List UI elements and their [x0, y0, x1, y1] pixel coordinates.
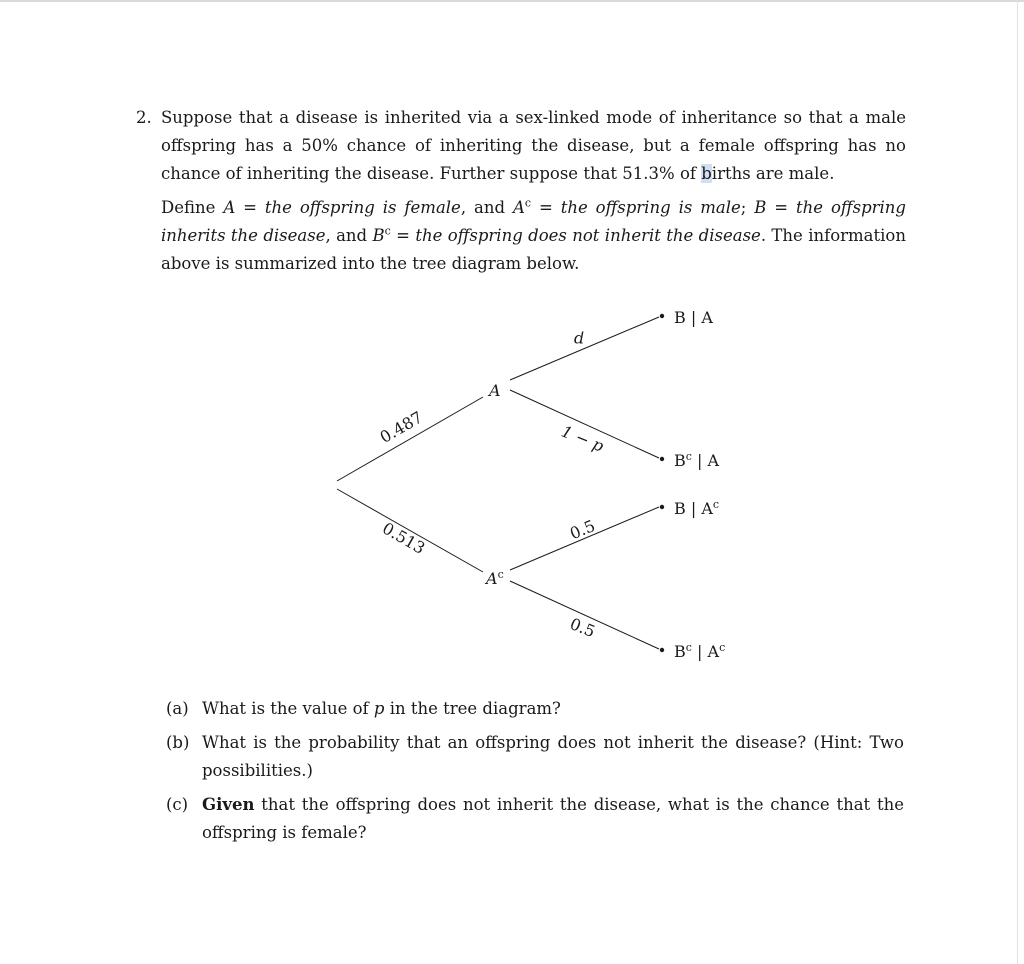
equals: = — [390, 226, 416, 245]
leaf-dot — [660, 648, 664, 652]
question-label: (b) — [166, 733, 190, 752]
leaf-dot — [660, 457, 664, 461]
conjunction: , and — [460, 198, 513, 217]
leaf-dot — [660, 505, 664, 509]
text-selection-highlight: b — [701, 164, 712, 183]
node-A: A — [489, 381, 501, 400]
event-Bc-definition: the offspring does not inherit the disease — [415, 226, 761, 245]
prob-label-A: 0.487 — [376, 407, 426, 447]
node-Ac: $A^c$ — [486, 568, 504, 588]
question-b — [166, 729, 904, 785]
prob-label-1-minus-p: 1 − p — [558, 421, 607, 456]
leaf-dot — [660, 314, 664, 318]
semicolon: ; — [740, 198, 755, 217]
question-text: What is the value of p in the tree diagram? — [202, 699, 561, 718]
complement-superscript: c — [384, 224, 391, 238]
prob-label-B-given-Ac: 0.5 — [567, 516, 598, 544]
question-a — [166, 695, 904, 723]
question-text: Given that the offspring does not inherit the disease, what is the chance that the offspring is female? — [202, 795, 904, 842]
prob-label-Bc-given-Ac: 0.5 — [567, 614, 598, 642]
prob-label-p: p — [573, 331, 585, 350]
event-Ac: A — [512, 198, 525, 217]
define-word: Define — [161, 198, 224, 217]
equals: = — [766, 198, 797, 217]
branch-to-A — [337, 397, 483, 481]
leaf-B-given-Ac: B | $A^c$ — [674, 498, 720, 518]
event-Ac-definition: the offspring is male — [560, 198, 741, 217]
event-A: A — [223, 198, 236, 217]
complement-superscript: c — [524, 196, 532, 210]
question-c — [166, 791, 904, 847]
question-label: (a) — [166, 699, 189, 718]
equals: = — [235, 198, 265, 217]
leaf-Bc-given-Ac: $B^c$ | $A^c$ — [674, 641, 726, 661]
event-B-definition: the offspring inherits the disease — [161, 198, 906, 245]
equals: = — [531, 198, 561, 217]
problem-number: 2. — [136, 108, 152, 127]
intro-text-end: irths are male. — [711, 164, 835, 183]
prob-label-Ac: 0.513 — [379, 518, 429, 558]
event-Bc: B — [372, 226, 385, 245]
branch-Ac-to-Bc — [510, 581, 659, 649]
leaf-B-given-A: B | A — [674, 308, 713, 327]
question-text: What is the probability that an offspring does not inherit the disease? (Hint: Two possibilities.) — [202, 733, 904, 780]
event-B: B — [754, 198, 767, 217]
conjunction: , and — [325, 226, 373, 245]
definitions-end: . The information above is summarized into the tree diagram below. — [161, 226, 906, 273]
leaf-Bc-given-A: $B^c$ | A — [674, 450, 720, 470]
event-A-definition: the offspring is female — [264, 198, 461, 217]
intro-text: Suppose that a disease is inherited via a sex-linked mode of inheritance so that a male offspring has a 50% chance of inheriting the disease, but a female offspring has no chance of inheriting the disease. Further suppose that 51.3% of — [161, 108, 906, 183]
question-label: (c) — [166, 795, 189, 814]
